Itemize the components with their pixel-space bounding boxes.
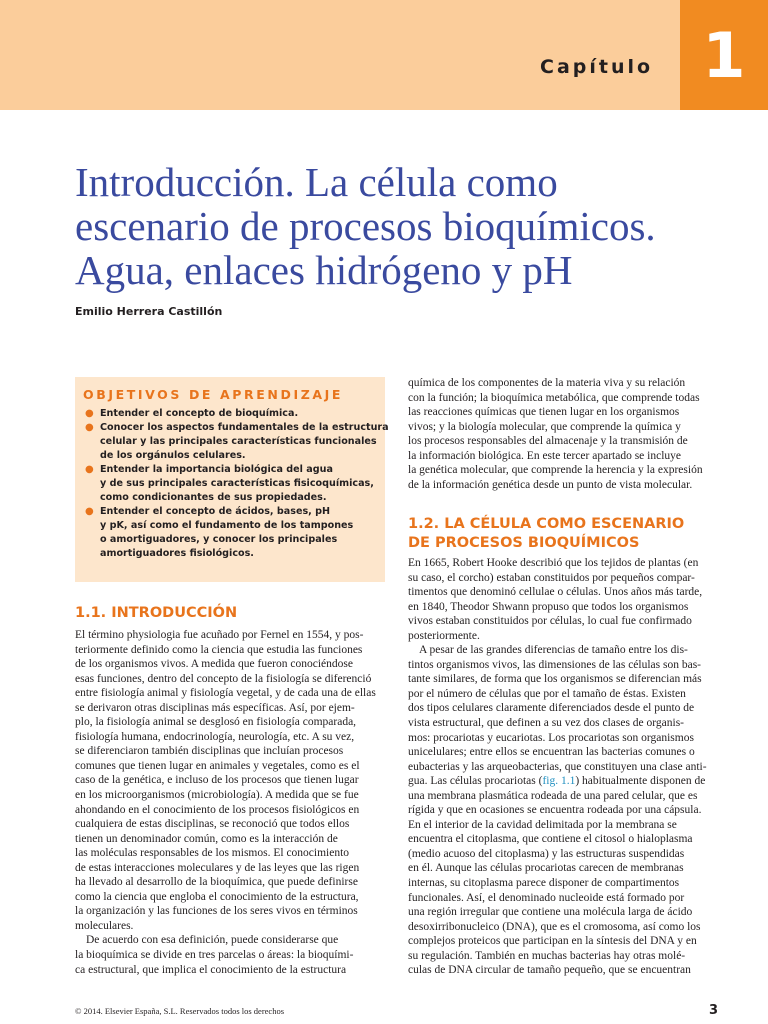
text-line: fisiología humana, endocrinología, neurología, etc. A su vez, [75,730,355,743]
text-line: mos: procariotas y eucariotas. Los procariotas son organismos [408,731,694,744]
objective-line: y pK, así como el fundamento de los tampones [100,520,354,531]
text-line: timentos que denominó cellulae o células. Unos años más tarde, [408,586,703,599]
objective-line: o amortiguadores, y conocer los principales [100,534,338,545]
text-line: desoxirribonucleico (DNA), que es el cromosoma, así como los [408,920,701,933]
text-line: una región irregular que contiene una molécula larga de ácido [408,906,693,919]
chapter-header-band [0,0,680,110]
text-line: El término physiologia fue acuñado por Fernel en 1554, y pos- [75,629,364,641]
text-line: como la ciencia que engloba el conocimiento de la estructura, [75,890,359,903]
text-line: química de los componentes de la materia viva y su relación [408,377,686,389]
celula-paragraphs [408,556,718,978]
objective-item [83,505,383,561]
section-heading-celula: 1.2. LA CÉLULA COMO ESCENARIO DE PROCESOS BIOQUÍMICOS [408,516,685,551]
text-line: moleculares. [75,919,134,932]
text-line: las moléculas responsables de los mismos. El conocimiento [75,847,350,860]
text-line: tante similares, de forma que los organismos se diferencian más [408,673,702,686]
intro-paragraph-1 [75,628,385,977]
text-line: ahondando en el conocimiento de los procesos fisiológicos en [75,803,360,816]
text-line: su caso, el corcho) estaban constituidos por pequeños compar- [408,571,695,584]
text-line: con la función; la bioquímica metabólica, que comprende todas [408,391,700,404]
objective-item [83,407,383,421]
bullet-icon: ● [85,506,94,517]
objective-line: Entender el concepto de bioquímica. [100,408,299,419]
chapter-title [75,160,755,292]
text-line: por el número de células que por el tamaño de éstas. Existen [408,687,686,700]
text-line: la organización y las funciones de los seres vivos en términos [75,905,358,918]
text-line: vivos; y la biología molecular, que comprende la química y [408,420,681,433]
text-line: culas de DNA circular de tamaño pequeño, que se encuentran [408,964,691,977]
text-line: funcionales. Así, el denominado nucleoide está formado por [408,891,685,904]
title-line: escenario de procesos bioquímicos. [75,203,656,249]
chapter-number: 1 [702,19,746,92]
objective-item [83,421,389,463]
text-line: eubacterias y las arqueobacterias, que constituyen una clase anti- [408,760,707,773]
text-line: se diferenciaron también disciplinas que incluían procesos [75,745,344,758]
text-line: una membrana plasmática rodeada de una pared celular, que es [408,789,698,802]
text-line: unicelulares; entre ellos se encuentran las bacterias comunes o [408,746,695,759]
text-line: teriormente definido como la ciencia que estudia las funciones [75,643,363,656]
text-line: vista estructural, que definen a su vez dos clases de organis- [408,717,685,730]
text-line: tintos organismos vivos, las dimensiones de las células son bas- [408,658,702,671]
text-line: En 1665, Robert Hooke describió que los tejidos de plantas (en [408,557,699,569]
text-line: de estas interacciones moleculares y de las leyes que las rigen [75,861,360,874]
text-line: de los organismos vivos. A medida que fueron conociéndose [75,658,353,671]
text-line: en 1840, Theodor Shwann propuso que todos los organismos [408,600,689,613]
text-line: plo, la fisiología animal se desglosó en fisiología comparada, [75,716,357,729]
figure-link[interactable]: fig. 1.1 [542,775,576,788]
objective-line: Conocer los aspectos fundamentales de la estructura [100,422,389,433]
text-line: encuentra el citoplasma, que contiene el citosol o hialoplasma [408,833,693,846]
text-line: la información biológica. En este tercer apartado se incluye [408,449,682,462]
objective-line: como condicionantes de sus propiedades. [100,492,327,503]
text-line: ca estructural, que implica el conocimiento de la estructura [75,963,347,976]
text-line: las reacciones químicas que tienen lugar en los organismos [408,406,680,419]
section-heading-introduccion: 1.1. INTRODUCCIÓN [75,605,238,621]
text-line: internas, su citoplasma parece disponer de compartimentos [408,877,680,890]
text-line: vivos estaban constituidos por células, lo cual fue confirmado [408,615,692,628]
text-line: su regulación. También en muchas bacterias hay otras molé- [408,949,686,962]
text-line: dos tipos celulares claramente diferenciados desde el punto de [408,702,695,715]
text-line: En el interior de la cavidad delimitada por la membrana se [408,818,677,831]
page-number: 3 [708,1003,718,1018]
text-line: se derivaron otras disciplinas más específicas. Así, por ejem- [75,701,355,714]
chapter-label: Capítulo [540,56,654,78]
objectives-list [83,407,389,561]
text-line: (medio acuoso del citoplasma) y las estructuras suspendidas [408,847,685,860]
learning-objectives-box [75,377,389,582]
text-line: los procesos responsables del almacenaje y la transmisión de [408,435,688,448]
author-name: Emilio Herrera Castillón [75,305,223,318]
text-line: la genética molecular, que comprende la herencia y la expresión [408,464,703,477]
bullet-icon: ● [85,464,94,475]
objective-line: Entender el concepto de ácidos, bases, pH [100,506,331,517]
objective-line: amortiguadores fisiológicos. [100,548,254,559]
text-line: ha llevado al desarrollo de la bioquímica, que puede definirse [75,876,358,889]
copyright-notice: © 2014. Elsevier España, S.L. Reservados todos los derechos [75,1006,285,1016]
text-line: tienen un denominador común, como es la interacción de [75,832,338,845]
objective-line: celular y las principales características funcionales [100,436,377,447]
title-line: Agua, enlaces hidrógeno y pH [75,247,573,293]
text-line: la bioquímica se divide en tres parcelas o áreas: la bioquími- [75,949,354,962]
text-line: complejos proteicos que participan en la síntesis del DNA y en [408,935,697,948]
text-line: en él. Aunque las células procariotas carecen de membranas [408,862,684,875]
title-line: Introducción. La célula como [75,159,558,205]
text-line: A pesar de las grandes diferencias de tamaño entre los dis- [419,644,688,657]
objective-line: Entender la importancia biológica del agua [100,464,333,475]
text-line: posteriormente. [408,629,480,642]
objective-line: de los orgánulos celulares. [100,450,246,461]
objective-item [83,463,383,505]
objectives-heading: OBJETIVOS DE APRENDIZAJE [83,387,344,402]
text-line: comunes que tienen lugar en animales y vegetales, como es el [75,759,360,772]
text-line-with-figure-link[interactable]: gua. Las células procariotas (fig. 1.1) habitualmente disponen de [408,775,706,788]
text-line: caso de la genética, e incluso de los procesos que tienen lugar [75,774,359,787]
text-line: de la información genética desde un punto de vista molecular. [408,478,693,491]
bullet-icon: ● [85,408,94,419]
objective-line: y de sus principales características fisicoquímicas, [100,478,374,489]
text-line: esas funciones, dentro del concepto de la fisiología se diferenció [75,672,372,685]
right-column-continuation [408,376,718,492]
text-line: entre fisiología animal y fisiología vegetal, y de cada una de ellas [75,687,376,700]
bullet-icon: ● [85,422,94,433]
text-line: cualquiera de estas disciplinas, se reconoció que todos ellos [75,818,350,831]
text-line: De acuerdo con esa definición, puede considerarse que [86,934,339,947]
text-line: en los microorganismos (microbiología). A medida que se fue [75,789,359,802]
text-line: rígida y que en ocasiones se encuentra rodeada por una cápsula. [408,804,702,817]
